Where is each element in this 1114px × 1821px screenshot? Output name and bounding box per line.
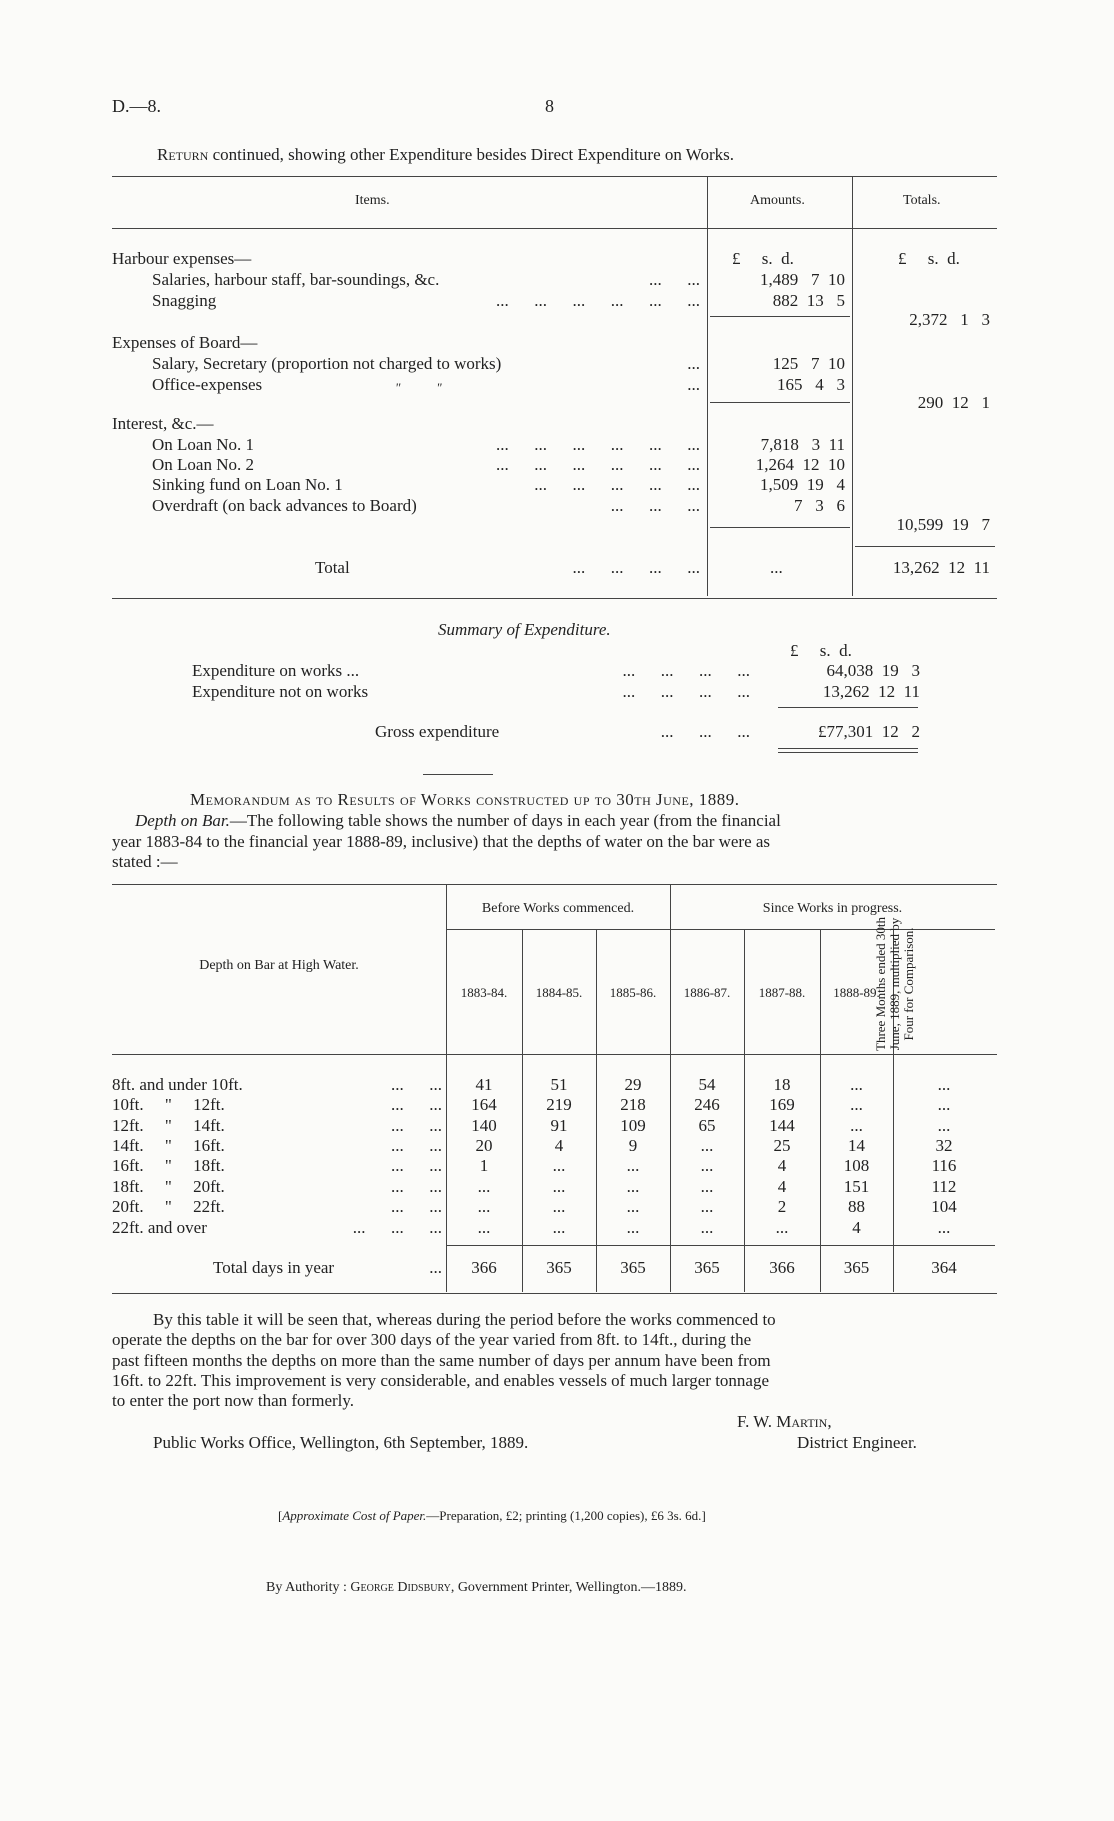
year-header: 1884-85. (535, 985, 583, 1000)
double-rule-bottom (778, 752, 918, 753)
depth-cell: ... (937, 1095, 951, 1114)
section-total: 2,372 1 3 (909, 310, 990, 329)
total-days-cell: 364 (931, 1258, 957, 1277)
depth-cell: 169 (769, 1095, 795, 1114)
item-amount: 882 13 5 (772, 291, 845, 310)
conclusion-line: 16ft. to 22ft. This improvement is very considerable, and enables vessels of much larger tonnage (112, 1371, 770, 1390)
year-header: 1888-89. (833, 985, 880, 1000)
depth-cell: ... (477, 1218, 491, 1237)
depth-cell: 4 (852, 1218, 861, 1237)
depth-table-bottom-rule (112, 1293, 997, 1294)
item-amount: 7,818 3 11 (760, 435, 845, 454)
return-amounts-divider (707, 176, 708, 596)
depth-cell: 104 (931, 1197, 957, 1216)
leader-dots: ... ... (649, 270, 700, 289)
depth-cell: 14 (848, 1136, 865, 1155)
return-caption-rest: continued, showing other Expenditure besides Direct Expenditure on Works. (208, 145, 735, 164)
section-heading: Interest, &c.— (112, 414, 214, 433)
return-caption (157, 145, 734, 165)
total-days-cell: 365 (843, 1258, 870, 1277)
item-amount: 1,489 7 10 (760, 270, 845, 289)
memorandum-intro-line (135, 811, 781, 831)
depth-cell: 4 (777, 1156, 787, 1175)
depth-cell: ... (626, 1177, 640, 1196)
return-caption-lead: Return (157, 145, 209, 164)
leader-dots: ... (429, 1258, 442, 1277)
depth-range-label: 10ft. " 12ft. (112, 1095, 225, 1114)
leader-dots: ... ... (391, 1136, 442, 1155)
depth-cell: ... (700, 1177, 714, 1196)
depth-cell: 116 (931, 1156, 957, 1175)
depth-cell: 25 (773, 1136, 791, 1155)
memorandum-intro-line3: stated :— (112, 852, 178, 871)
authority-prefix: By Authority : (266, 1580, 347, 1595)
item-amount: 7 3 6 (794, 496, 845, 515)
item-amount: 1,509 19 4 (760, 475, 845, 494)
depth-cell: ... (552, 1177, 566, 1196)
return-header-rule (112, 228, 997, 229)
leader-dots: ... ... ... ... (622, 682, 750, 701)
leader-dots: ... ... (391, 1197, 442, 1216)
ditto-marks: " " (395, 380, 442, 395)
item-label: Sinking fund on Loan No. 1 (152, 475, 343, 494)
engineer-title: District Engineer. (797, 1433, 917, 1452)
conclusion-line: By this table it will be seen that, whereas during the period before the works commenced to (153, 1310, 776, 1329)
total-label: Total (315, 558, 350, 577)
item-label: Overdraft (on back advances to Board) (152, 496, 417, 515)
leader-dots: ... ... (391, 1116, 442, 1135)
depth-cell: ... (937, 1075, 951, 1094)
depth-cell: ... (850, 1116, 863, 1135)
leader-dots: ... ... (391, 1156, 442, 1175)
depth-cell: ... (626, 1218, 640, 1237)
depth-cell: 246 (694, 1095, 720, 1114)
leader-dots: ... ... ... ... ... ... (496, 455, 700, 474)
item-label: Salaries, harbour staff, bar-soundings, &c. (152, 270, 440, 289)
grand-total-rule (855, 546, 995, 547)
depth-cell: ... (775, 1218, 789, 1237)
leader-dots: ... ... ... ... ... (534, 475, 700, 494)
col-items-header: Items. (355, 193, 390, 208)
summary-currency: £ s. d. (790, 641, 852, 660)
depth-cell: ... (700, 1197, 714, 1216)
depth-cell: 144 (769, 1116, 795, 1135)
depth-cell: ... (937, 1116, 951, 1135)
leader-dots: ... ... ... (660, 722, 750, 741)
depth-range-label: 22ft. and over (112, 1218, 207, 1237)
section-heading: Expenses of Board— (112, 333, 258, 352)
leader-dots: ... ... ... ... ... ... (496, 435, 700, 454)
subtotal-rule (710, 402, 850, 403)
leader-dots: ... ... ... (352, 1218, 442, 1237)
total-days-cell: 365 (694, 1258, 720, 1277)
gross-value: £77,301 12 2 (818, 722, 920, 741)
total-days-cell: 365 (546, 1258, 572, 1277)
depth-cell: ... (937, 1218, 951, 1237)
depth-total-rule (446, 1245, 995, 1246)
memorandum-intro-line1: —The following table shows the number of days in each year (from the financial (229, 811, 781, 830)
authority-suffix: , Government Printer, Wellington.—1889. (450, 1580, 687, 1595)
total-days-cell: 365 (620, 1258, 646, 1277)
depth-cell: 91 (550, 1116, 568, 1135)
depth-cell: 218 (620, 1095, 646, 1114)
subtotal-rule (710, 316, 850, 317)
section-separator (423, 774, 493, 775)
depth-cell: 151 (843, 1177, 870, 1196)
depth-cell: ... (700, 1156, 714, 1175)
depth-cell: ... (700, 1136, 714, 1155)
page-number: 8 (545, 96, 554, 116)
leader-dots: ... ... ... ... (572, 558, 700, 577)
summary-label: Expenditure on works ... (192, 661, 360, 680)
depth-range-label: 18ft. " 20ft. (112, 1177, 225, 1196)
summary-label: Expenditure not on works (192, 682, 369, 701)
summary-value: 64,038 19 3 (826, 661, 920, 680)
depth-cell: ... (700, 1218, 714, 1237)
depth-range-label: 12ft. " 14ft. (112, 1116, 225, 1135)
item-amount: 125 7 10 (772, 354, 845, 373)
return-totals-divider (852, 176, 853, 596)
depth-cell: ... (552, 1218, 566, 1237)
group-since-header: Since Works in progress. (762, 901, 903, 916)
group-before-header: Before Works commenced. (481, 901, 635, 916)
total-days-cell: 366 (769, 1258, 795, 1277)
depth-cell: 140 (471, 1116, 497, 1135)
depth-cell: 4 (777, 1177, 787, 1196)
summary-rule (778, 707, 918, 708)
section-total: 10,599 19 7 (896, 515, 990, 534)
col-totals-header: Totals. (903, 193, 941, 208)
amount-currency-header: £ s. d. (732, 249, 794, 268)
conclusion-line: to enter the port now than formerly. (112, 1391, 355, 1410)
depth-cell: ... (552, 1156, 566, 1175)
depth-cell: 18 (773, 1075, 791, 1094)
leader-dots: ... (687, 354, 700, 373)
depth-cell: ... (626, 1156, 640, 1175)
year-header: 1883-84. (460, 985, 508, 1000)
depth-cell: 109 (620, 1116, 646, 1135)
three-months-header: Three Months ended 30th June, 1889, multiplied by Four for Comparison. (873, 917, 916, 1051)
depth-range-label: 20ft. " 22ft. (112, 1197, 225, 1216)
document-reference: D.—8. (112, 96, 161, 116)
depth-cell: 108 (843, 1156, 870, 1175)
printer-name: George Didsbury (350, 1580, 451, 1595)
section-total: 290 12 1 (917, 393, 990, 412)
item-amount: 165 4 3 (777, 375, 845, 394)
item-amount: 1,264 12 10 (755, 455, 845, 474)
depth-row-header: Depth on Bar at High Water. (199, 958, 359, 973)
depth-header-rule (112, 1054, 997, 1055)
authority-line (266, 1580, 686, 1596)
year-header: 1887-88. (758, 985, 806, 1000)
depth-range-label: 8ft. and under 10ft. (112, 1075, 243, 1094)
depth-on-bar-label: Depth on Bar. (135, 811, 230, 830)
leader-dots: ... ... ... (610, 496, 700, 515)
item-label: Office-expenses (152, 375, 263, 394)
depth-cell: ... (552, 1197, 566, 1216)
gross-label: Gross expenditure (375, 722, 500, 741)
depth-cell: ... (850, 1075, 863, 1094)
depth-cell: 4 (554, 1136, 564, 1155)
depth-cell: 164 (471, 1095, 497, 1114)
memorandum-title: Memorandum as to Results of Works constructed up to 30th June, 1889. (190, 790, 740, 809)
total-currency-header: £ s. d. (898, 249, 960, 268)
leader-dots: ... ... (391, 1177, 442, 1196)
summary-value: 13,262 12 11 (822, 682, 920, 701)
depth-cell: 88 (848, 1197, 865, 1216)
total-days-label: Total days in year (213, 1258, 335, 1277)
depth-range-label: 14ft. " 16ft. (112, 1136, 225, 1155)
memorandum-intro-line2: year 1883-84 to the financial year 1888-89, inclusive) that the depths of water on the bar were as (112, 832, 771, 851)
section-heading: Harbour expenses— (112, 249, 252, 268)
subtotal-rule (710, 527, 850, 528)
leader-dots: ... ... ... ... ... ... (496, 291, 700, 310)
cost-text: —Preparation, £2; printing (1,200 copies), £6 3s. 6d. (426, 1508, 702, 1523)
col-amounts-header: Amounts. (750, 193, 805, 208)
depth-cell: 29 (624, 1075, 642, 1094)
return-table-bottom-rule (112, 598, 997, 599)
depth-cell: 219 (546, 1095, 572, 1114)
depth-cell: 54 (698, 1075, 716, 1094)
depth-range-label: 16ft. " 18ft. (112, 1156, 225, 1175)
depth-cell: 9 (628, 1136, 638, 1155)
engineer-name: F. W. Martin, (737, 1412, 832, 1431)
conclusion-line: operate the depths on the bar for over 300 days of the year varied from 8ft. to 14ft., during the (112, 1330, 752, 1349)
cost-note: [Approximate Cost of Paper.—Preparation, £2; printing (1,200 copies), £6 3s. 6d.] (278, 1508, 706, 1523)
depth-cell: ... (626, 1197, 640, 1216)
depth-cell: 65 (698, 1116, 716, 1135)
item-label: Snagging (152, 291, 217, 310)
depth-cell: 41 (475, 1075, 493, 1094)
place-date: Public Works Office, Wellington, 6th September, 1889. (153, 1433, 529, 1452)
leader-dots: ... ... (391, 1095, 442, 1114)
depth-cell: ... (477, 1177, 491, 1196)
return-table-top-rule (112, 176, 997, 177)
depth-cell: 112 (931, 1177, 957, 1196)
depth-cell: 1 (479, 1156, 489, 1175)
double-rule-top (778, 748, 918, 749)
item-label: On Loan No. 2 (152, 455, 254, 474)
grand-total: 13,262 12 11 (892, 558, 990, 577)
depth-cell: 20 (475, 1136, 493, 1155)
depth-cell: ... (477, 1197, 491, 1216)
summary-title: Summary of Expenditure. (438, 620, 611, 639)
total-days-cell: 366 (471, 1258, 497, 1277)
year-header: 1885-86. (609, 985, 657, 1000)
leader-dots: ... ... (391, 1075, 442, 1094)
conclusion-line: past fifteen months the depths on more than the same number of days per annum have been from (112, 1351, 771, 1370)
depth-cell: 2 (777, 1197, 787, 1216)
depth-cell: 51 (550, 1075, 568, 1094)
depth-cell: 32 (935, 1136, 953, 1155)
year-header: 1886-87. (683, 985, 731, 1000)
cost-label: Approximate Cost of Paper. (282, 1508, 427, 1523)
leader-dots: ... (687, 375, 700, 394)
leader-dots: ... ... ... ... (622, 661, 750, 680)
depth-table-top-rule (112, 884, 997, 885)
depth-cell: ... (850, 1095, 863, 1114)
item-label: Salary, Secretary (proportion not charged to works) (152, 354, 502, 373)
total-amount-dots: ... (770, 558, 783, 577)
item-label: On Loan No. 1 (152, 435, 254, 454)
